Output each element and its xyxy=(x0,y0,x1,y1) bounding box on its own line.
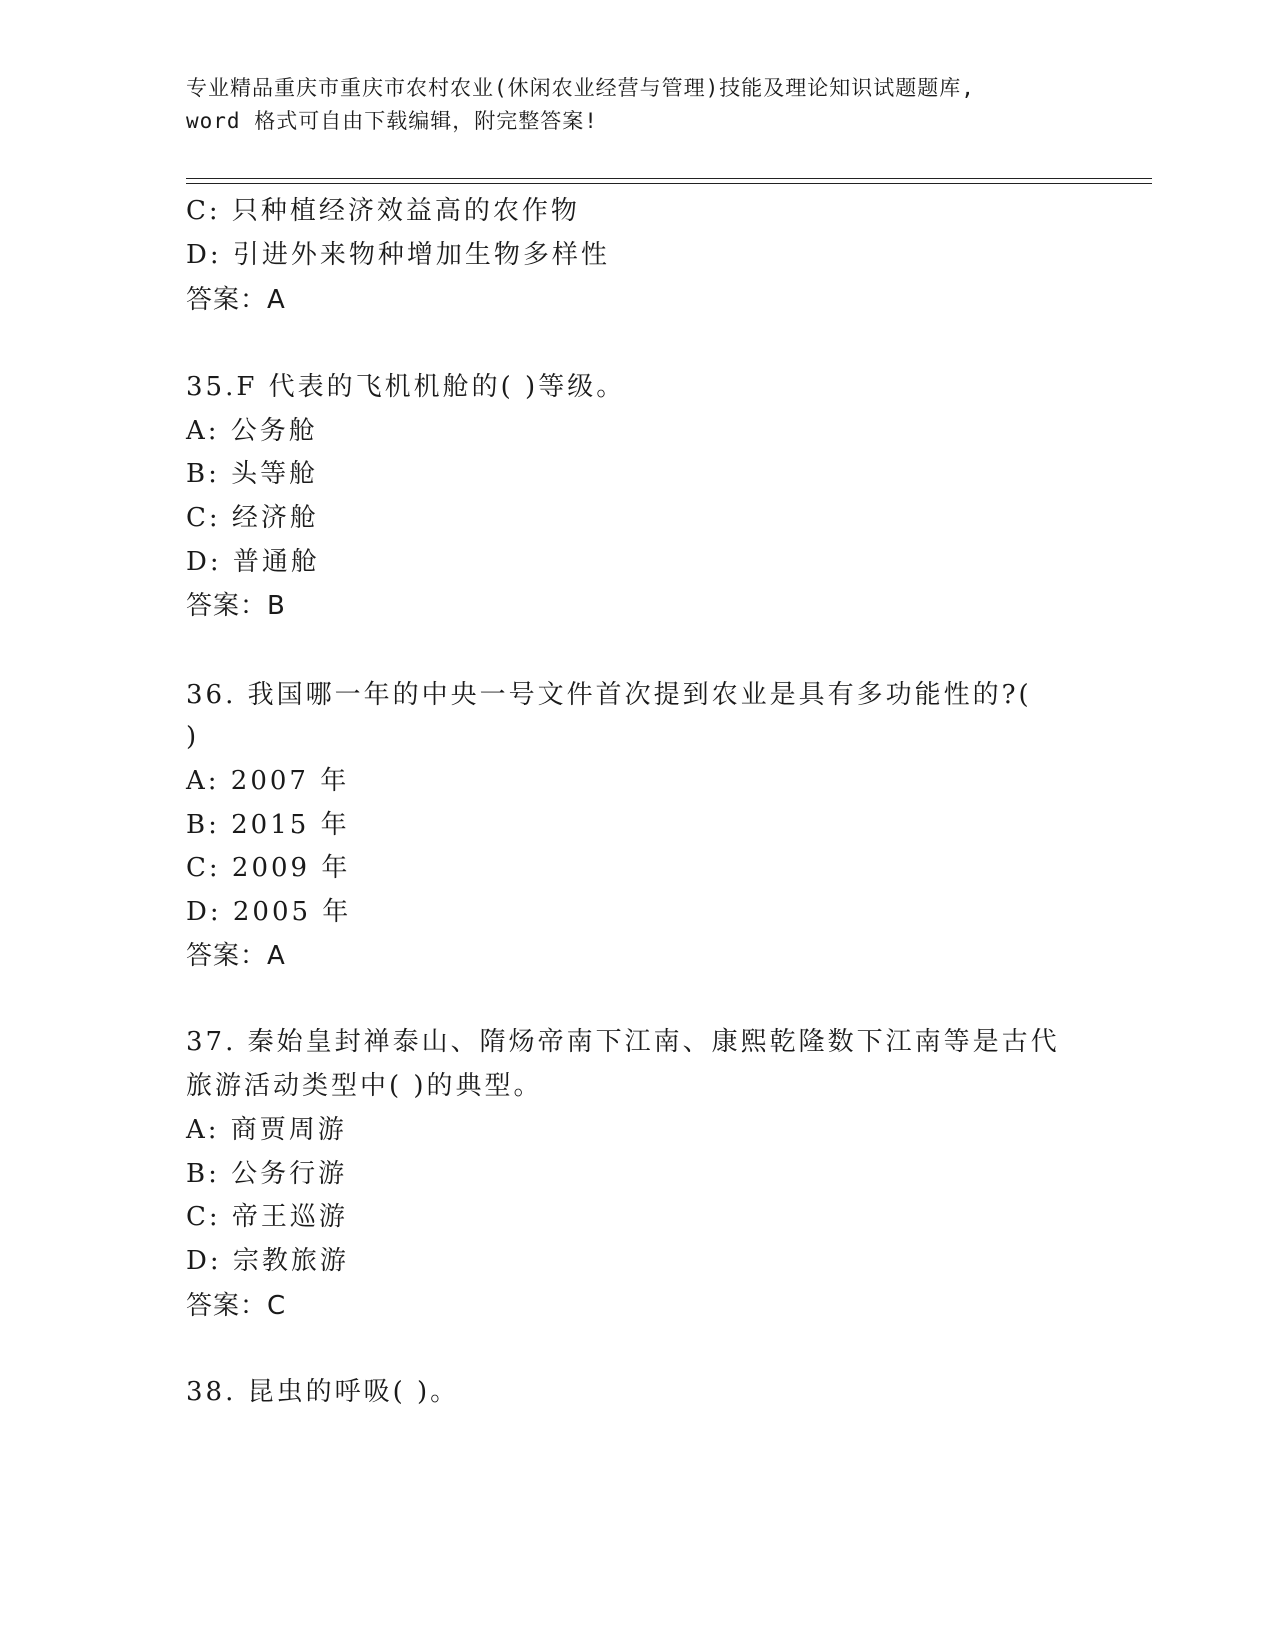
q35-option-d: D: 普通舱 xyxy=(186,547,320,577)
q35-answer: 答案：B xyxy=(186,591,286,621)
q36-option-d: D: 2005 年 xyxy=(186,897,352,927)
q35-option-b: B: 头等舱 xyxy=(186,459,319,489)
header-title-line-2: word 格式可自由下载编辑，附完整答案! xyxy=(186,109,598,133)
q35-option-a: A: 公务舱 xyxy=(186,416,318,446)
header-divider-bottom xyxy=(186,183,1152,184)
q37-option-b: B: 公务行游 xyxy=(186,1159,348,1189)
q37-answer: 答案：C xyxy=(186,1291,287,1321)
document-header xyxy=(186,72,1086,138)
header-title-line-1: 专业精品重庆市重庆市农村农业(休闲农业经营与管理)技能及理论知识试题题库, xyxy=(186,76,975,100)
header-divider-top xyxy=(186,178,1152,179)
q35-option-c: C: 经济舱 xyxy=(186,503,319,533)
q34-answer: 答案：A xyxy=(186,285,286,315)
q37-option-d: D: 宗教旅游 xyxy=(186,1246,349,1276)
q36-answer: 答案：A xyxy=(186,941,286,971)
q36-option-c: C: 2009 年 xyxy=(186,853,351,883)
q34-option-c: C: 只种植经济效益高的农作物 xyxy=(186,196,580,226)
q38-question: 38. 昆虫的呼吸( )。 xyxy=(186,1377,460,1407)
q35-question: 35.F 代表的飞机机舱的( )等级。 xyxy=(186,372,626,402)
q37-question-line-1: 37. 秦始皇封禅泰山、隋炀帝南下江南、康熙乾隆数下江南等是古代 xyxy=(186,1027,1060,1057)
q36-question-line-1: 36. 我国哪一年的中央一号文件首次提到农业是具有多功能性的?( xyxy=(186,680,1032,710)
q36-question-line-2: ) xyxy=(186,722,200,752)
q37-option-c: C: 帝王巡游 xyxy=(186,1202,348,1232)
q37-option-a: A: 商贾周游 xyxy=(186,1115,347,1145)
q36-option-a: A: 2007 年 xyxy=(186,766,350,796)
q34-option-d: D: 引进外来物种增加生物多样性 xyxy=(186,240,610,270)
q37-question-line-2: 旅游活动类型中( )的典型。 xyxy=(186,1071,543,1101)
q36-option-b: B: 2015 年 xyxy=(186,810,350,840)
